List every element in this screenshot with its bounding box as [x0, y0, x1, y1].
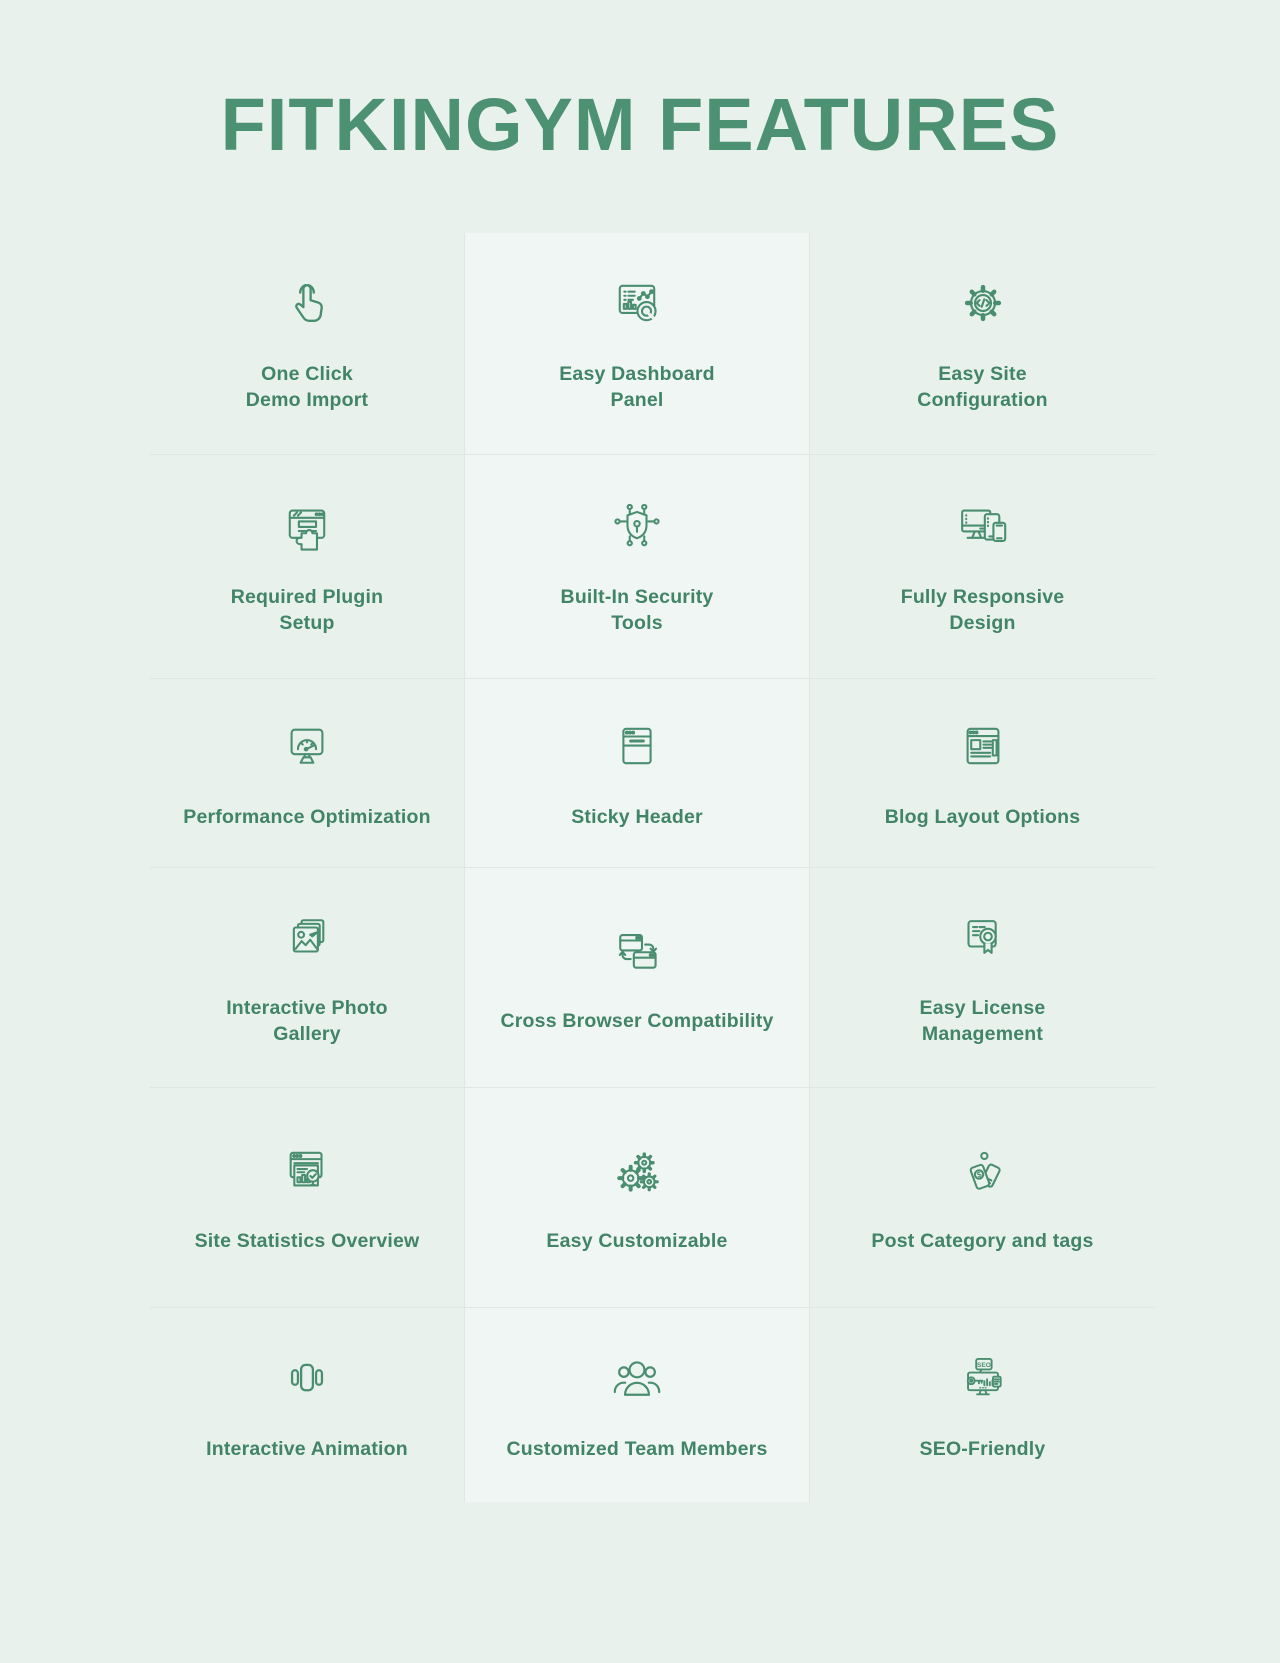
responsive-icon — [954, 497, 1012, 555]
feature-label: One Click Demo Import — [245, 363, 369, 411]
dashboard-icon — [608, 274, 666, 332]
sticky-header-icon — [608, 717, 666, 775]
feature-label: Easy License Management — [919, 997, 1046, 1045]
feature-label: Sticky Header — [571, 805, 703, 828]
one-click-icon — [278, 274, 336, 332]
feature-label: Performance Optimization — [183, 805, 431, 828]
feature-cell — [810, 233, 1155, 455]
feature-label: Easy Site Configuration — [917, 363, 1048, 411]
plugin-icon — [278, 497, 336, 555]
feature-label: Blog Layout Options — [884, 805, 1081, 828]
gallery-icon — [278, 908, 336, 966]
feature-label: Post Category and tags — [871, 1230, 1094, 1252]
page-title: FITKINGYM FEATURES — [220, 83, 1060, 166]
feature-cell — [810, 1308, 1155, 1502]
feature-cell — [465, 868, 810, 1088]
feature-cell — [810, 868, 1155, 1088]
team-icon — [608, 1349, 666, 1407]
feature-cell — [810, 679, 1155, 868]
feature-label: Cross Browser Compatibility — [500, 1010, 774, 1032]
feature-label: Interactive Animation — [206, 1437, 408, 1460]
tags-icon — [954, 1141, 1012, 1199]
feature-cell — [465, 455, 810, 679]
feature-label: SEO-Friendly — [919, 1437, 1046, 1460]
cross-browser-icon — [608, 921, 666, 979]
feature-label: Fully Responsive Design — [900, 586, 1065, 634]
feature-cell — [150, 455, 465, 679]
feature-cell — [810, 1088, 1155, 1308]
feature-cell — [465, 1308, 810, 1502]
svg-text:SEO: SEO — [976, 1361, 991, 1369]
svg-text:$: $ — [975, 1169, 983, 1180]
security-icon — [608, 497, 666, 555]
feature-cell — [465, 679, 810, 868]
feature-cell — [150, 679, 465, 868]
feature-cell — [150, 233, 465, 455]
site-config-icon — [954, 274, 1012, 332]
feature-cell — [465, 1088, 810, 1308]
feature-label: Site Statistics Overview — [194, 1230, 420, 1252]
performance-icon — [278, 717, 336, 775]
features-grid — [150, 233, 1155, 1502]
feature-cell — [150, 868, 465, 1088]
site-stats-icon — [278, 1141, 336, 1199]
blog-layout-icon — [954, 717, 1012, 775]
animation-icon — [278, 1349, 336, 1407]
feature-cell — [810, 455, 1155, 679]
feature-label: Customized Team Members — [506, 1437, 768, 1460]
feature-label: Built-In Security Tools — [560, 586, 714, 634]
feature-label: Easy Dashboard Panel — [559, 363, 715, 411]
seo-icon — [954, 1349, 1012, 1407]
customizable-icon — [608, 1141, 666, 1199]
license-icon — [954, 908, 1012, 966]
feature-cell — [150, 1088, 465, 1308]
feature-cell — [465, 233, 810, 455]
feature-label: Easy Customizable — [546, 1230, 728, 1252]
feature-label: Required Plugin Setup — [230, 586, 384, 634]
feature-cell — [150, 1308, 465, 1502]
feature-label: Interactive Photo Gallery — [226, 997, 388, 1045]
